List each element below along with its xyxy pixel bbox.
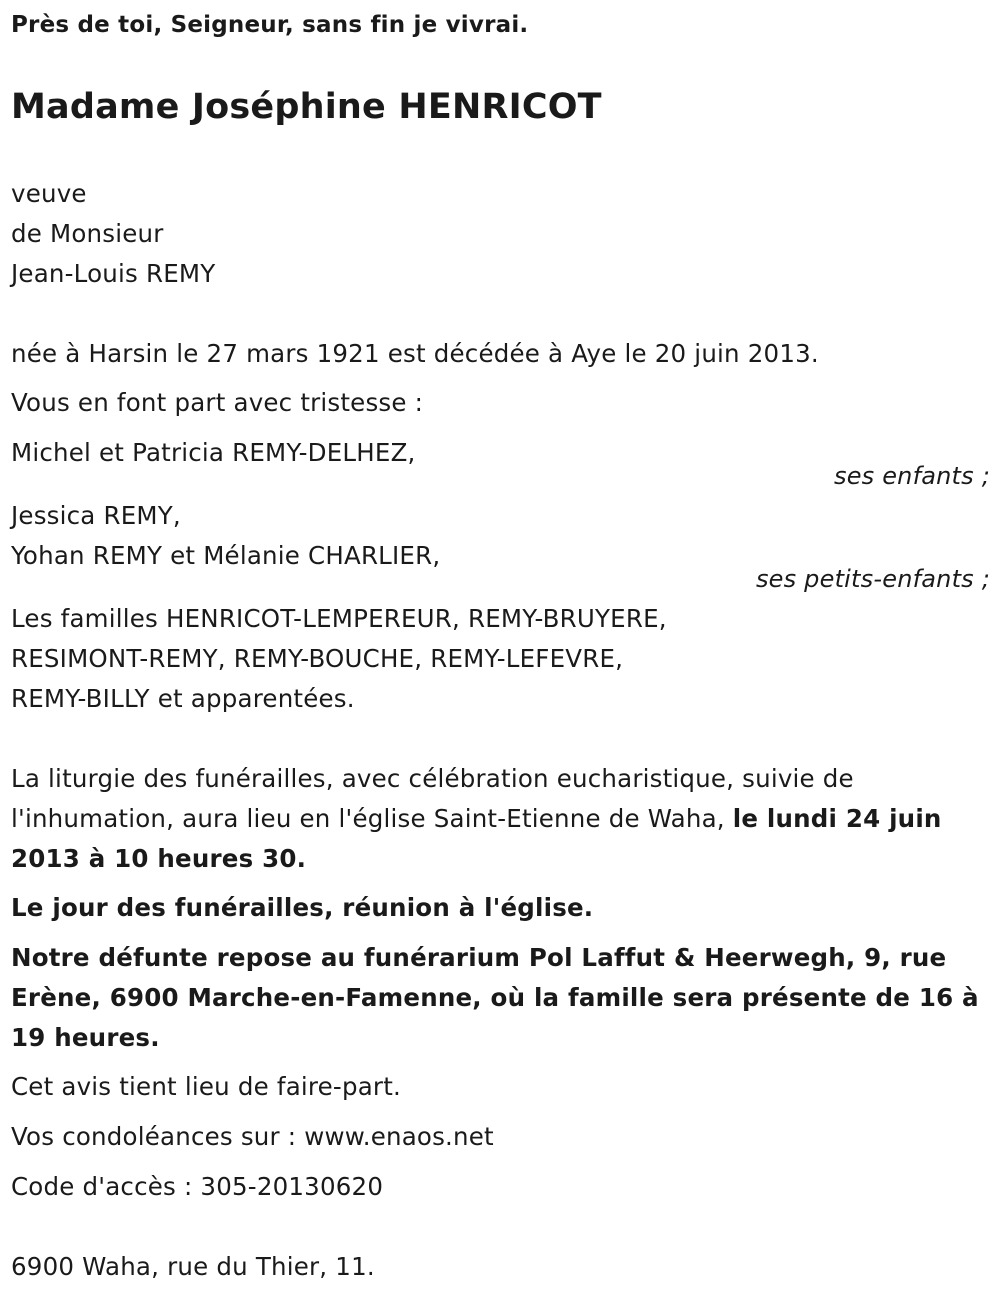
address-line: 6900 Waha, rue du Thier, 11. xyxy=(11,1252,375,1281)
repose-line-3: 19 heures. xyxy=(11,1023,160,1052)
repose-line-1: Notre défunte repose au funérarium Pol Laffut & Heerwegh, 9, rue xyxy=(11,943,947,972)
funeral-line-1: La liturgie des funérailles, avec célébration eucharistique, suivie de xyxy=(11,764,854,793)
grandchildren-line-1: Jessica REMY, xyxy=(11,501,181,530)
children-relation: ses enfants ; xyxy=(834,462,990,490)
repose-line-2: Erène, 6900 Marche-en-Famenne, où la famille sera présente de 16 à xyxy=(11,983,979,1012)
epigraph: Près de toi, Seigneur, sans fin je vivrai. xyxy=(11,12,529,38)
grandchildren-relation: ses petits-enfants ; xyxy=(755,565,990,593)
families-line-2: RESIMONT-REMY, REMY-BOUCHE, REMY-LEFEVRE, xyxy=(11,644,624,673)
deceased-name: Madame Joséphine HENRICOT xyxy=(11,87,602,127)
meeting-line: Le jour des funérailles, réunion à l'église. xyxy=(11,893,594,922)
children-names: Michel et Patricia REMY-DELHEZ, xyxy=(11,438,416,467)
condolences-line: Vos condoléances sur : www.enaos.net xyxy=(11,1122,494,1151)
funeral-line-2 xyxy=(11,804,942,834)
spouse-line-2: de Monsieur xyxy=(11,219,164,248)
grandchildren-line-2: Yohan REMY et Mélanie CHARLIER, xyxy=(11,541,441,570)
spouse-line-1: veuve xyxy=(11,179,87,208)
notice-line: Cet avis tient lieu de faire-part. xyxy=(11,1072,401,1101)
announcement-line: Vous en font part avec tristesse : xyxy=(11,388,424,417)
access-code-line: Code d'accès : 305-20130620 xyxy=(11,1172,384,1201)
funeral-line-2-regular: l'inhumation, aura lieu en l'église Saint-Etienne de Waha, xyxy=(11,804,733,833)
families-line-1: Les familles HENRICOT-LEMPEREUR, REMY-BRUYERE, xyxy=(11,604,667,633)
funeral-time: 2013 à 10 heures 30. xyxy=(11,844,307,873)
birth-death-line: née à Harsin le 27 mars 1921 est décédée à Aye le 20 juin 2013. xyxy=(11,339,819,368)
families-line-3: REMY-BILLY et apparentées. xyxy=(11,684,355,713)
spouse-line-3: Jean-Louis REMY xyxy=(11,259,216,288)
funeral-date: le lundi 24 juin xyxy=(732,804,942,833)
